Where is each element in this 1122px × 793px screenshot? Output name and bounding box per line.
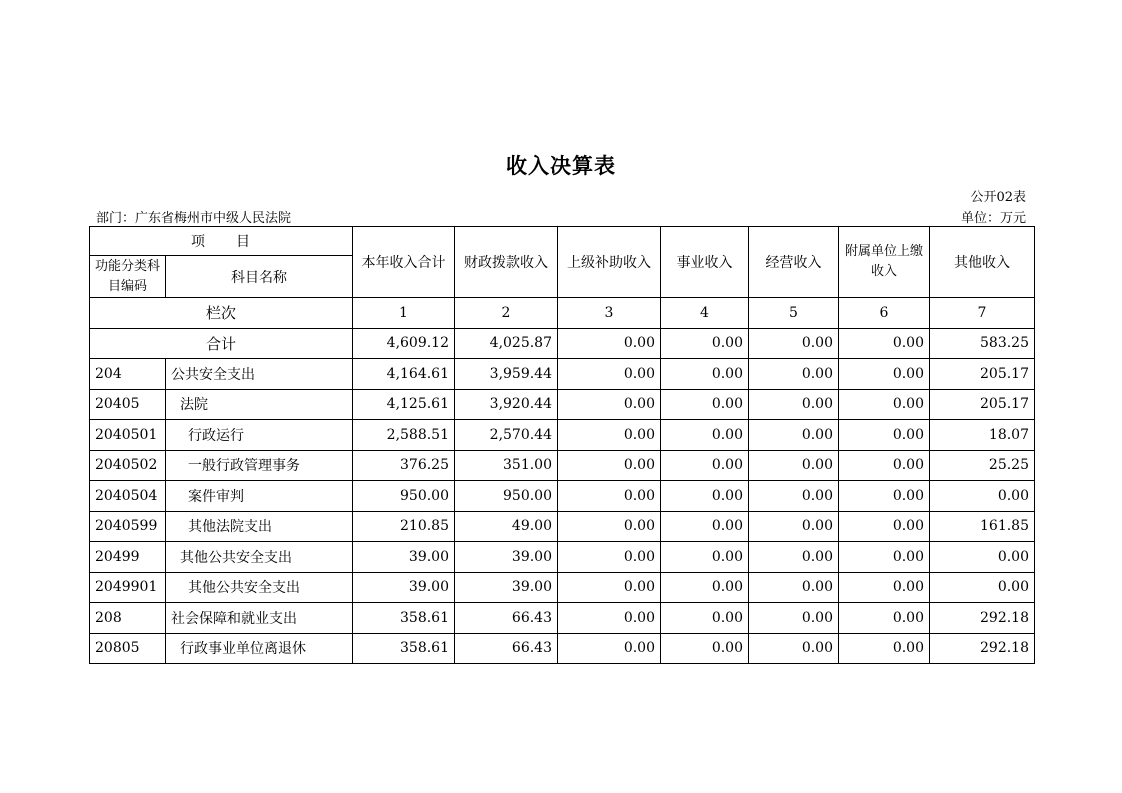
value-cell: 66.43 xyxy=(455,603,558,634)
value-cell: 3,959.44 xyxy=(455,359,558,390)
value-cell: 950.00 xyxy=(455,481,558,512)
value-cell: 0.00 xyxy=(749,359,839,390)
subject-cell: 社会保障和就业支出 xyxy=(166,603,353,634)
column-number: 6 xyxy=(839,298,930,329)
value-cell: 0.00 xyxy=(558,572,661,603)
header-function-code: 功能分类科目编码 xyxy=(90,256,166,298)
subject-cell: 案件审判 xyxy=(166,481,353,512)
department-label: 部门：广东省梅州市中级人民法院 xyxy=(96,211,292,226)
value-cell: 2,588.51 xyxy=(353,420,455,451)
column-number: 2 xyxy=(455,298,558,329)
value-cell: 0.00 xyxy=(558,450,661,481)
value-cell: 66.43 xyxy=(455,633,558,664)
column-number-row xyxy=(90,298,1035,329)
value-cell: 292.18 xyxy=(930,633,1035,664)
value-cell: 0.00 xyxy=(749,542,839,573)
value-cell: 0.00 xyxy=(558,420,661,451)
total-cell: 0.00 xyxy=(558,328,661,359)
code-cell: 20499 xyxy=(90,542,166,573)
value-cell: 0.00 xyxy=(661,389,749,420)
value-cell: 0.00 xyxy=(749,633,839,664)
code-cell: 2040599 xyxy=(90,511,166,542)
header-other-income: 其他收入 xyxy=(930,227,1035,298)
value-cell: 0.00 xyxy=(558,359,661,390)
code-cell: 2049901 xyxy=(90,572,166,603)
table-row xyxy=(90,450,1035,481)
value-cell: 4,125.61 xyxy=(353,389,455,420)
code-cell: 204 xyxy=(90,359,166,390)
header-project: 项 目 xyxy=(90,227,353,256)
total-label: 合计 xyxy=(90,328,353,359)
value-cell: 0.00 xyxy=(749,389,839,420)
code-cell: 208 xyxy=(90,603,166,634)
value-cell: 0.00 xyxy=(661,450,749,481)
header-subject-name: 科目名称 xyxy=(166,256,353,298)
value-cell: 0.00 xyxy=(930,572,1035,603)
value-cell: 0.00 xyxy=(839,359,930,390)
value-cell: 0.00 xyxy=(661,481,749,512)
column-number: 3 xyxy=(558,298,661,329)
table-row xyxy=(90,511,1035,542)
value-cell: 0.00 xyxy=(661,603,749,634)
value-cell: 0.00 xyxy=(839,389,930,420)
value-cell: 161.85 xyxy=(930,511,1035,542)
header-row-1 xyxy=(90,227,1035,256)
subject-cell: 一般行政管理事务 xyxy=(166,450,353,481)
subject-cell: 其他公共安全支出 xyxy=(166,542,353,573)
value-cell: 0.00 xyxy=(749,420,839,451)
total-cell: 0.00 xyxy=(661,328,749,359)
subject-cell: 其他公共安全支出 xyxy=(166,572,353,603)
value-cell: 0.00 xyxy=(661,572,749,603)
value-cell: 205.17 xyxy=(930,389,1035,420)
value-cell: 0.00 xyxy=(839,481,930,512)
value-cell: 0.00 xyxy=(558,603,661,634)
value-cell: 0.00 xyxy=(661,542,749,573)
value-cell: 292.18 xyxy=(930,603,1035,634)
value-cell: 0.00 xyxy=(839,633,930,664)
value-cell: 4,164.61 xyxy=(353,359,455,390)
total-cell: 0.00 xyxy=(839,328,930,359)
table-row xyxy=(90,633,1035,664)
total-cell: 583.25 xyxy=(930,328,1035,359)
value-cell: 39.00 xyxy=(455,572,558,603)
subject-cell: 行政运行 xyxy=(166,420,353,451)
value-cell: 351.00 xyxy=(455,450,558,481)
income-settlement-table xyxy=(89,226,1035,664)
value-cell: 49.00 xyxy=(455,511,558,542)
value-cell: 0.00 xyxy=(839,572,930,603)
column-number: 4 xyxy=(661,298,749,329)
value-cell: 0.00 xyxy=(749,481,839,512)
value-cell: 0.00 xyxy=(749,572,839,603)
table-row xyxy=(90,481,1035,512)
header-operating-income: 经营收入 xyxy=(749,227,839,298)
header-fiscal-allocation: 财政拨款收入 xyxy=(455,227,558,298)
value-cell: 0.00 xyxy=(930,542,1035,573)
value-cell: 0.00 xyxy=(839,511,930,542)
subject-cell: 其他法院支出 xyxy=(166,511,353,542)
code-cell: 20805 xyxy=(90,633,166,664)
value-cell: 0.00 xyxy=(661,633,749,664)
table-row xyxy=(90,603,1035,634)
value-cell: 0.00 xyxy=(558,481,661,512)
value-cell: 0.00 xyxy=(749,603,839,634)
value-cell: 25.25 xyxy=(930,450,1035,481)
header-affiliated-income: 附属单位上缴收入 xyxy=(839,227,930,298)
total-cell: 0.00 xyxy=(749,328,839,359)
value-cell: 39.00 xyxy=(455,542,558,573)
value-cell: 0.00 xyxy=(661,511,749,542)
value-cell: 0.00 xyxy=(839,450,930,481)
value-cell: 39.00 xyxy=(353,572,455,603)
value-cell: 950.00 xyxy=(353,481,455,512)
header-business-income: 事业收入 xyxy=(661,227,749,298)
value-cell: 3,920.44 xyxy=(455,389,558,420)
value-cell: 358.61 xyxy=(353,633,455,664)
header-superior-subsidy: 上级补助收入 xyxy=(558,227,661,298)
report-title: 收入决算表 xyxy=(506,153,616,178)
table-row xyxy=(90,542,1035,573)
value-cell: 0.00 xyxy=(661,359,749,390)
column-number: 7 xyxy=(930,298,1035,329)
table-row xyxy=(90,572,1035,603)
column-number: 5 xyxy=(749,298,839,329)
subject-cell: 行政事业单位离退休 xyxy=(166,633,353,664)
header-total-income: 本年收入合计 xyxy=(353,227,455,298)
value-cell: 0.00 xyxy=(839,603,930,634)
subject-cell: 法院 xyxy=(166,389,353,420)
value-cell: 0.00 xyxy=(558,389,661,420)
value-cell: 205.17 xyxy=(930,359,1035,390)
value-cell: 0.00 xyxy=(558,633,661,664)
code-cell: 20405 xyxy=(90,389,166,420)
total-cell: 4,025.87 xyxy=(455,328,558,359)
column-number-label: 栏次 xyxy=(90,298,353,329)
total-row xyxy=(90,328,1035,359)
value-cell: 358.61 xyxy=(353,603,455,634)
unit-label: 单位：万元 xyxy=(960,211,1026,226)
subject-cell: 公共安全支出 xyxy=(166,359,353,390)
form-number: 公开02表 xyxy=(970,190,1026,205)
table-row xyxy=(90,389,1035,420)
value-cell: 0.00 xyxy=(839,542,930,573)
code-cell: 2040502 xyxy=(90,450,166,481)
value-cell: 210.85 xyxy=(353,511,455,542)
value-cell: 2,570.44 xyxy=(455,420,558,451)
value-cell: 0.00 xyxy=(839,420,930,451)
value-cell: 0.00 xyxy=(930,481,1035,512)
total-cell: 4,609.12 xyxy=(353,328,455,359)
column-number: 1 xyxy=(353,298,455,329)
table-row xyxy=(90,359,1035,390)
value-cell: 18.07 xyxy=(930,420,1035,451)
value-cell: 0.00 xyxy=(749,450,839,481)
value-cell: 376.25 xyxy=(353,450,455,481)
value-cell: 0.00 xyxy=(661,420,749,451)
code-cell: 2040504 xyxy=(90,481,166,512)
table-row xyxy=(90,420,1035,451)
value-cell: 39.00 xyxy=(353,542,455,573)
value-cell: 0.00 xyxy=(558,511,661,542)
value-cell: 0.00 xyxy=(558,542,661,573)
code-cell: 2040501 xyxy=(90,420,166,451)
value-cell: 0.00 xyxy=(749,511,839,542)
